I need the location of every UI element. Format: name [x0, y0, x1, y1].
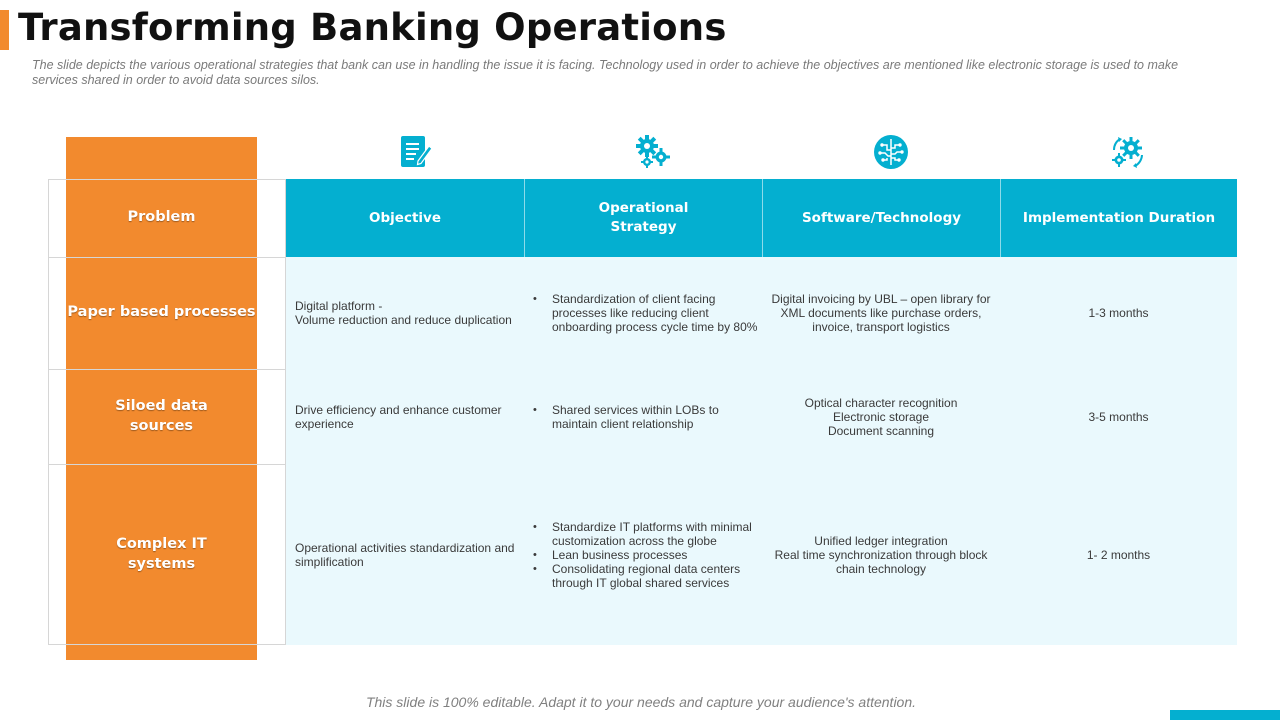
- slide-footer: This slide is 100% editable. Adapt it to your needs and capture your audience's attention.: [365, 694, 917, 710]
- header-label: Objective: [369, 209, 441, 226]
- table-row: [286, 257, 1237, 369]
- objective-cell: [286, 369, 524, 464]
- duration-text: 1- 2 months: [1086, 547, 1151, 562]
- circuit-icon: [873, 134, 909, 170]
- objective-cell: [286, 257, 524, 369]
- duration-text: 1-3 months: [1088, 306, 1149, 320]
- gear-cycle-icon: [1110, 134, 1146, 170]
- gears-icon: [635, 134, 671, 170]
- duration-cell: [1000, 257, 1237, 369]
- strategy-cell: [524, 369, 762, 464]
- duration-cell: [1000, 464, 1237, 645]
- problem-label: Paper based processes: [67, 304, 256, 321]
- title-accent-bar: [0, 10, 9, 50]
- technology-text: Unified ledger integration Real time synchronization through block chain technology: [774, 533, 988, 576]
- objective-cell: [286, 464, 524, 645]
- strategy-item: • Standardize IT platforms with minimal customization across the globe: [552, 520, 762, 548]
- problem-label: Siloed data sources: [115, 398, 208, 434]
- problem-header-label: Problem: [127, 209, 196, 226]
- header-label: Operational Strategy: [598, 200, 689, 235]
- strategy-cell: [524, 464, 762, 645]
- strategy-list: [524, 403, 762, 431]
- header-operational-strategy: [524, 179, 762, 257]
- problem-label: Complex IT systems: [116, 536, 207, 572]
- slide-subtitle: The slide depicts the various operational strategies that bank can use in handling the issue it is facing. Technology used in order to achieve the objectives are mentioned like electronic storage is used to make services shared in order to avoid data sources silos.: [32, 58, 1179, 87]
- strategy-list: [524, 292, 762, 334]
- table-header-row: [286, 179, 1237, 257]
- strategy-cell: [524, 257, 762, 369]
- technology-text: Optical character recognition Electronic storage Document scanning: [804, 395, 958, 438]
- technology-cell: [762, 464, 1000, 645]
- strategy-item: • Shared services within LOBs to maintain client relationship: [552, 403, 762, 431]
- problem-cell: [66, 464, 257, 645]
- strategy-item: • Lean business processes: [552, 548, 762, 562]
- table-row: [286, 464, 1237, 645]
- strategy-item: • Consolidating regional data centers through IT global shared services: [552, 562, 762, 590]
- header-implementation-duration: [1000, 179, 1237, 257]
- problem-cell: [66, 369, 257, 464]
- slide-title: Transforming Banking Operations: [18, 6, 727, 49]
- objective-text: Digital platform - Volume reduction and reduce duplication: [295, 299, 512, 327]
- duration-cell: [1000, 369, 1237, 464]
- document-edit-icon: [398, 134, 434, 170]
- technology-cell: [762, 257, 1000, 369]
- header-label: Implementation Duration: [1022, 209, 1216, 226]
- duration-text: 3-5 months: [1088, 409, 1149, 424]
- technology-cell: [762, 369, 1000, 464]
- objective-text: Drive efficiency and enhance customer experience: [295, 402, 502, 431]
- header-label: Software/Technology: [801, 209, 962, 226]
- strategy-item: • Standardization of client facing processes like reducing client onboarding process cycle time by 80%: [552, 292, 762, 334]
- technology-text: Digital invoicing by UBL – open library for XML documents like purchase orders, invoice, transport logistics: [771, 292, 991, 334]
- table-row: [286, 369, 1237, 464]
- objective-text: Operational activities standardization and simplification: [295, 540, 515, 569]
- strategy-list: [524, 520, 762, 590]
- problem-header: [66, 179, 257, 257]
- footer-accent-bar: [1170, 710, 1280, 720]
- problem-cell: [66, 257, 257, 369]
- header-objective: [286, 179, 524, 257]
- header-software-technology: [762, 179, 1000, 257]
